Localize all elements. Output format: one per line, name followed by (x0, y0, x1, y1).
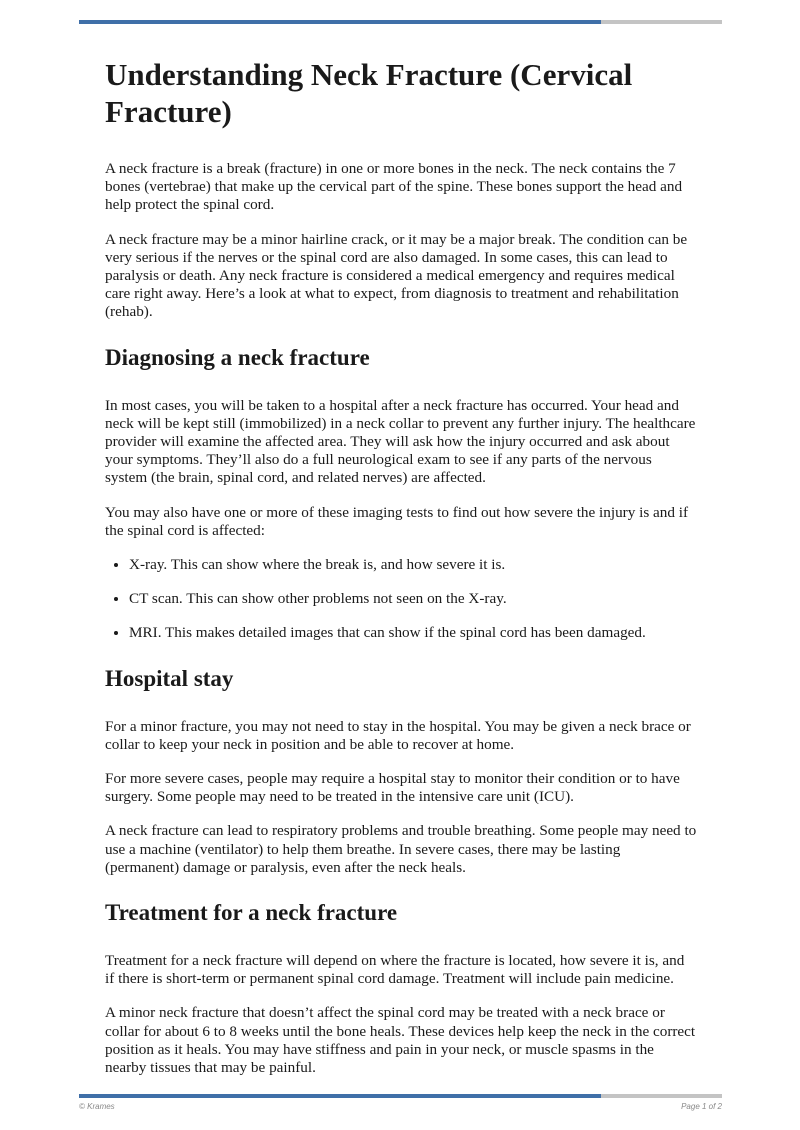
list-item-mri: • MRI. This makes detailed images that can show if the spinal cord has been damaged. (129, 624, 697, 642)
intro-paragraph-2: A neck fracture may be a minor hairline crack, or it may be a major break. The condition can be very serious if the nerves or the spinal cord are also damaged. In some cases, this can lead to paralysis or death. Any neck fracture is considered a medical emergency and requires medical care right away. Here’s a look at what to expect, from diagnosis to treatment and rehabilitation (rehab). (105, 230, 688, 321)
hospital-paragraph-3: A neck fracture can lead to respiratory problems and trouble breathing. Some people may need to use a machine (ventilator) to help them breathe. In severe cases, there may be lasting (permanent) damage or paralysis, even after the neck heals. (105, 822, 697, 876)
header-rule (79, 20, 722, 24)
footer-rule (79, 1094, 722, 1098)
treatment-paragraph-2: A minor neck fracture that doesn’t affect the spinal cord may be treated with a neck brace or collar for about 6 to 8 weeks until the bone heals. These devices help keep the neck in the correct position as it heals. You may have stiffness and pain in your neck, or muscle spasms in the nearby tissues that may be painful. (105, 1004, 696, 1077)
list-item-ct-scan: • CT scan. This can show other problems not seen on the X-ray. (129, 590, 697, 608)
header-rule-blue (79, 20, 601, 24)
section-heading-treatment: Treatment for a neck fracture (105, 900, 398, 926)
hospital-paragraph-2: For more severe cases, people may require a hospital stay to monitor their condition or to have surgery. Some people may need to be treated in the intensive care unit (ICU). (105, 770, 680, 806)
section-heading-hospital: Hospital stay (105, 665, 234, 691)
diagnosing-paragraph-2: You may also have one or more of these imaging tests to find out how severe the injury is and if the spinal cord is affected: (105, 503, 689, 539)
footer-copyright: © Krames (79, 1102, 115, 1111)
footer-rule-blue (79, 1094, 601, 1098)
footer-rule-gray (601, 1094, 722, 1098)
imaging-tests-list (105, 556, 697, 643)
diagnosing-paragraph-1: In most cases, you will be taken to a hospital after a neck fracture has occurred. Your head and neck will be kept still (immobilized) in a neck collar to prevent any further injury. The healthcare provider will examine the affected area. They will ask how the injury occurred and ask about your symptoms. They’ll also do a full neurological exam to see if any parts of the nervous system (the brain, spinal cord, and related nerves) are affected. (105, 396, 696, 487)
footer-page-number: Page 1 of 2 (681, 1102, 722, 1111)
page-title: Understanding Neck Fracture (Cervical Fracture) (105, 57, 633, 129)
document-body (105, 56, 697, 1093)
hospital-paragraph-1: For a minor fracture, you may not need to stay in the hospital. You may be given a neck brace or collar to keep your neck in position and be able to recover at home. (105, 717, 691, 753)
intro-paragraph-1: A neck fracture is a break (fracture) in one or more bones in the neck. The neck contains the 7 bones (vertebrae) that make up the cervical part of the spine. These bones support the head and help protect the spinal cord. (105, 160, 683, 214)
list-item-xray: • X-ray. This can show where the break is, and how severe it is. (129, 556, 697, 574)
treatment-paragraph-1: Treatment for a neck fracture will depend on where the fracture is located, how severe it is, and if there is short-term or permanent spinal cord damage. Treatment will include pain medicine. (105, 952, 685, 988)
header-rule-gray (601, 20, 722, 24)
section-heading-diagnosing: Diagnosing a neck fracture (105, 344, 370, 370)
